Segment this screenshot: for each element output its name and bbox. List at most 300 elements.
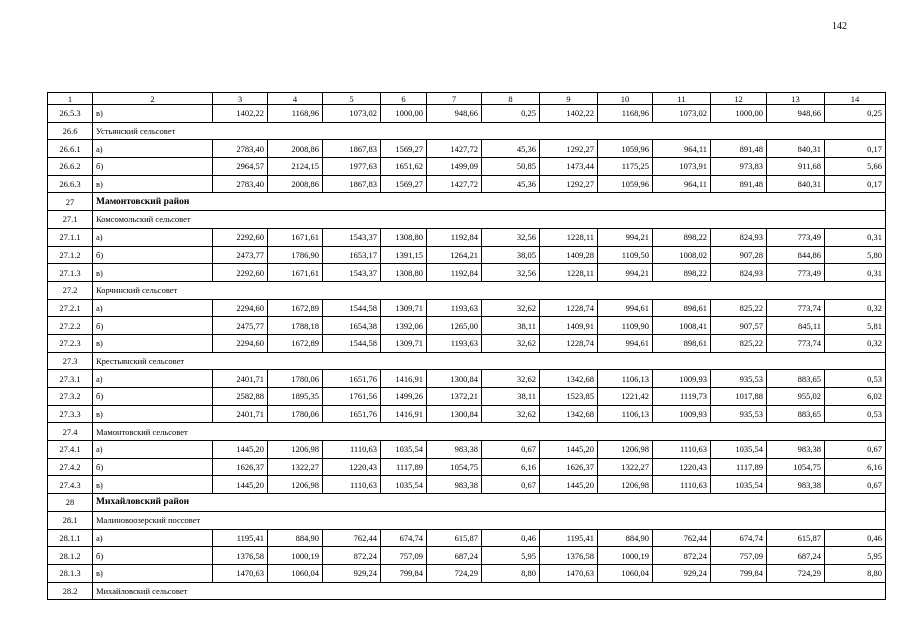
value-cell: 674,74 [711, 529, 767, 547]
value-cell: 1499,26 [381, 388, 427, 406]
row-id-cell: 27.3.3 [48, 405, 93, 423]
value-cell: 907,57 [711, 317, 767, 335]
variant-cell: б) [93, 458, 213, 476]
district-row [48, 193, 886, 211]
column-header: 12 [711, 93, 767, 105]
value-cell: 1060,04 [268, 564, 323, 582]
variant-cell: б) [93, 388, 213, 406]
value-cell: 1192,84 [427, 264, 482, 282]
value-cell: 898,22 [653, 228, 711, 246]
column-header: 6 [381, 93, 427, 105]
variant-cell: б) [93, 317, 213, 335]
value-cell: 0,53 [825, 370, 886, 388]
value-cell: 615,87 [767, 529, 825, 547]
value-cell: 1000,00 [381, 105, 427, 123]
value-cell: 1192,84 [427, 228, 482, 246]
value-cell: 824,93 [711, 228, 767, 246]
value-cell: 1544,58 [323, 334, 381, 352]
row-id-cell: 28.1.2 [48, 547, 93, 565]
value-cell: 2294,60 [213, 334, 268, 352]
value-cell: 799,84 [381, 564, 427, 582]
value-cell: 907,28 [711, 246, 767, 264]
district-row [48, 494, 886, 512]
value-cell: 45,36 [482, 175, 540, 193]
column-header: 2 [93, 93, 213, 105]
value-cell: 983,38 [767, 476, 825, 494]
section-row [48, 281, 886, 299]
value-cell: 2401,71 [213, 405, 268, 423]
value-cell: 1626,37 [213, 458, 268, 476]
value-cell: 1193,63 [427, 299, 482, 317]
value-cell: 1322,27 [268, 458, 323, 476]
value-cell: 1651,62 [381, 158, 427, 176]
value-cell: 1265,00 [427, 317, 482, 335]
value-cell: 6,16 [482, 458, 540, 476]
value-cell: 1626,37 [540, 458, 598, 476]
value-cell: 1059,96 [598, 175, 653, 193]
value-cell: 8,80 [825, 564, 886, 582]
variant-cell: б) [93, 547, 213, 565]
value-cell: 1168,96 [598, 105, 653, 123]
value-cell: 2964,57 [213, 158, 268, 176]
value-cell: 32,56 [482, 228, 540, 246]
variant-cell: в) [93, 105, 213, 123]
value-cell: 773,49 [767, 228, 825, 246]
value-cell: 1195,41 [540, 529, 598, 547]
value-cell: 955,02 [767, 388, 825, 406]
value-cell: 1523,85 [540, 388, 598, 406]
value-cell: 1073,91 [653, 158, 711, 176]
value-cell: 883,65 [767, 405, 825, 423]
value-cell: 757,09 [711, 547, 767, 565]
value-cell: 1416,91 [381, 370, 427, 388]
row-id-cell: 27.4 [48, 423, 93, 441]
table-row [48, 458, 886, 476]
value-cell: 1193,63 [427, 334, 482, 352]
value-cell: 1017,88 [711, 388, 767, 406]
value-cell: 0,17 [825, 175, 886, 193]
value-cell: 674,74 [381, 529, 427, 547]
value-cell: 1786,90 [268, 246, 323, 264]
row-id-cell: 27.3.1 [48, 370, 93, 388]
value-cell: 1221,42 [598, 388, 653, 406]
variant-cell: б) [93, 246, 213, 264]
value-cell: 1416,91 [381, 405, 427, 423]
variant-cell: а) [93, 140, 213, 158]
value-cell: 32,62 [482, 299, 540, 317]
value-cell: 884,90 [268, 529, 323, 547]
value-cell: 994,61 [598, 299, 653, 317]
row-id-cell: 28.1.3 [48, 564, 93, 582]
value-cell: 1035,54 [711, 476, 767, 494]
value-cell: 1009,93 [653, 405, 711, 423]
value-cell: 891,48 [711, 175, 767, 193]
value-cell: 0,32 [825, 334, 886, 352]
value-cell: 50,85 [482, 158, 540, 176]
value-cell: 898,61 [653, 334, 711, 352]
value-cell: 872,24 [323, 547, 381, 565]
value-cell: 825,22 [711, 334, 767, 352]
value-cell: 1445,20 [540, 441, 598, 459]
row-id-cell: 26.6 [48, 122, 93, 140]
value-cell: 1073,02 [653, 105, 711, 123]
value-cell: 5,95 [825, 547, 886, 565]
row-id-cell: 27.3 [48, 352, 93, 370]
table-row [48, 388, 886, 406]
value-cell: 1228,74 [540, 299, 598, 317]
value-cell: 1106,13 [598, 405, 653, 423]
column-header: 5 [323, 93, 381, 105]
value-cell: 32,56 [482, 264, 540, 282]
value-cell: 0,67 [482, 476, 540, 494]
row-id-cell: 27.2 [48, 281, 93, 299]
value-cell: 1228,11 [540, 228, 598, 246]
value-cell: 1059,96 [598, 140, 653, 158]
value-cell: 32,62 [482, 405, 540, 423]
value-cell: 898,22 [653, 264, 711, 282]
value-cell: 1470,63 [540, 564, 598, 582]
value-cell: 2294,60 [213, 299, 268, 317]
row-id-cell: 27.2.1 [48, 299, 93, 317]
value-cell: 883,65 [767, 370, 825, 388]
value-cell: 1895,35 [268, 388, 323, 406]
district-title: Михайловский район [93, 494, 886, 512]
value-cell: 2473,77 [213, 246, 268, 264]
variant-cell: в) [93, 564, 213, 582]
value-cell: 2783,40 [213, 140, 268, 158]
value-cell: 1671,61 [268, 264, 323, 282]
value-cell: 983,38 [427, 476, 482, 494]
value-cell: 1653,17 [323, 246, 381, 264]
value-cell: 0,32 [825, 299, 886, 317]
table-row [48, 158, 886, 176]
value-cell: 38,11 [482, 388, 540, 406]
row-id-cell: 27.1.3 [48, 264, 93, 282]
value-cell: 1445,20 [213, 476, 268, 494]
column-header: 11 [653, 93, 711, 105]
variant-cell: а) [93, 228, 213, 246]
value-cell: 844,86 [767, 246, 825, 264]
column-header: 8 [482, 93, 540, 105]
value-cell: 1109,50 [598, 246, 653, 264]
value-cell: 1308,80 [381, 228, 427, 246]
row-id-cell: 27.4.1 [48, 441, 93, 459]
value-cell: 1376,58 [213, 547, 268, 565]
row-id-cell: 27.4.3 [48, 476, 93, 494]
value-cell: 994,61 [598, 334, 653, 352]
value-cell: 994,21 [598, 228, 653, 246]
value-cell: 5,81 [825, 317, 886, 335]
page-number: 142 [832, 21, 847, 32]
value-cell: 799,84 [711, 564, 767, 582]
row-id-cell: 27.1 [48, 211, 93, 229]
section-title: Корчинский сельсовет [93, 281, 886, 299]
table-row [48, 547, 886, 565]
value-cell: 724,29 [427, 564, 482, 582]
column-header: 1 [48, 93, 93, 105]
row-id-cell: 27.4.2 [48, 458, 93, 476]
row-id-cell: 27.3.2 [48, 388, 93, 406]
value-cell: 32,62 [482, 334, 540, 352]
value-cell: 929,24 [653, 564, 711, 582]
value-cell: 1035,54 [381, 476, 427, 494]
variant-cell: в) [93, 476, 213, 494]
value-cell: 1392,06 [381, 317, 427, 335]
value-cell: 891,48 [711, 140, 767, 158]
value-cell: 1110,63 [323, 476, 381, 494]
value-cell: 1000,00 [711, 105, 767, 123]
value-cell: 1117,89 [711, 458, 767, 476]
value-cell: 1008,02 [653, 246, 711, 264]
variant-cell: в) [93, 264, 213, 282]
value-cell: 1391,15 [381, 246, 427, 264]
value-cell: 1309,71 [381, 299, 427, 317]
value-cell: 1035,54 [381, 441, 427, 459]
value-cell: 687,24 [767, 547, 825, 565]
row-id-cell: 26.6.3 [48, 175, 93, 193]
value-cell: 1168,96 [268, 105, 323, 123]
value-cell: 1195,41 [213, 529, 268, 547]
value-cell: 1788,18 [268, 317, 323, 335]
value-cell: 1110,63 [323, 441, 381, 459]
value-cell: 1376,58 [540, 547, 598, 565]
value-cell: 1073,02 [323, 105, 381, 123]
value-cell: 1543,37 [323, 228, 381, 246]
value-cell: 1499,09 [427, 158, 482, 176]
value-cell: 0,67 [825, 476, 886, 494]
column-header: 4 [268, 93, 323, 105]
table-row [48, 140, 886, 158]
value-cell: 994,21 [598, 264, 653, 282]
section-title: Михайловский сельсовет [93, 582, 886, 600]
value-cell: 1780,06 [268, 370, 323, 388]
value-cell: 32,62 [482, 370, 540, 388]
value-cell: 38,11 [482, 317, 540, 335]
value-cell: 6,02 [825, 388, 886, 406]
row-id-cell: 28 [48, 494, 93, 512]
variant-cell: в) [93, 334, 213, 352]
row-id-cell: 28.1.1 [48, 529, 93, 547]
value-cell: 1117,89 [381, 458, 427, 476]
value-cell: 1569,27 [381, 175, 427, 193]
value-cell: 773,49 [767, 264, 825, 282]
value-cell: 1060,04 [598, 564, 653, 582]
value-cell: 0,53 [825, 405, 886, 423]
value-cell: 757,09 [381, 547, 427, 565]
value-cell: 5,80 [825, 246, 886, 264]
value-cell: 1119,73 [653, 388, 711, 406]
table-row [48, 299, 886, 317]
value-cell: 0,25 [482, 105, 540, 123]
table-row [48, 228, 886, 246]
value-cell: 2292,60 [213, 228, 268, 246]
section-row [48, 423, 886, 441]
value-cell: 898,61 [653, 299, 711, 317]
table-row [48, 441, 886, 459]
value-cell: 6,16 [825, 458, 886, 476]
value-cell: 1672,89 [268, 334, 323, 352]
variant-cell: а) [93, 529, 213, 547]
value-cell: 1008,41 [653, 317, 711, 335]
value-cell: 964,11 [653, 175, 711, 193]
value-cell: 1977,63 [323, 158, 381, 176]
value-cell: 1300,84 [427, 405, 482, 423]
value-cell: 1308,80 [381, 264, 427, 282]
value-cell: 724,29 [767, 564, 825, 582]
value-cell: 1342,68 [540, 405, 598, 423]
value-cell: 1445,20 [213, 441, 268, 459]
column-header: 10 [598, 93, 653, 105]
tariff-table [47, 92, 886, 600]
section-title: Комсомольский сельсовет [93, 211, 886, 229]
table-row [48, 317, 886, 335]
value-cell: 2401,71 [213, 370, 268, 388]
value-cell: 1402,22 [213, 105, 268, 123]
value-cell: 38,05 [482, 246, 540, 264]
table-row [48, 264, 886, 282]
variant-cell: в) [93, 175, 213, 193]
value-cell: 1206,98 [598, 476, 653, 494]
value-cell: 840,31 [767, 175, 825, 193]
value-cell: 1761,56 [323, 388, 381, 406]
table-row [48, 405, 886, 423]
row-id-cell: 27.2.3 [48, 334, 93, 352]
table-row [48, 476, 886, 494]
value-cell: 762,44 [323, 529, 381, 547]
value-cell: 1228,11 [540, 264, 598, 282]
value-cell: 1342,68 [540, 370, 598, 388]
value-cell: 1009,93 [653, 370, 711, 388]
section-row [48, 352, 886, 370]
section-row [48, 211, 886, 229]
section-title: Крестьянский сельсовет [93, 352, 886, 370]
value-cell: 1054,75 [427, 458, 482, 476]
value-cell: 1206,98 [268, 476, 323, 494]
row-id-cell: 26.5.3 [48, 105, 93, 123]
column-header: 14 [825, 93, 886, 105]
value-cell: 5,66 [825, 158, 886, 176]
section-row [48, 582, 886, 600]
value-cell: 1309,71 [381, 334, 427, 352]
value-cell: 0,31 [825, 264, 886, 282]
value-cell: 2582,88 [213, 388, 268, 406]
value-cell: 1220,43 [653, 458, 711, 476]
row-id-cell: 26.6.1 [48, 140, 93, 158]
district-title: Мамонтовский район [93, 193, 886, 211]
table-row [48, 334, 886, 352]
value-cell: 935,53 [711, 405, 767, 423]
value-cell: 45,36 [482, 140, 540, 158]
value-cell: 1671,61 [268, 228, 323, 246]
row-id-cell: 28.1 [48, 511, 93, 529]
value-cell: 983,38 [767, 441, 825, 459]
row-id-cell: 27.2.2 [48, 317, 93, 335]
value-cell: 1651,76 [323, 370, 381, 388]
value-cell: 1110,63 [653, 441, 711, 459]
value-cell: 1292,27 [540, 175, 598, 193]
value-cell: 1543,37 [323, 264, 381, 282]
section-title: Малиновоозерский поссовет [93, 511, 886, 529]
value-cell: 2475,77 [213, 317, 268, 335]
value-cell: 872,24 [653, 547, 711, 565]
value-cell: 1220,43 [323, 458, 381, 476]
column-header: 7 [427, 93, 482, 105]
value-cell: 8,80 [482, 564, 540, 582]
value-cell: 1106,13 [598, 370, 653, 388]
section-title: Мамонтовский сельсовет [93, 423, 886, 441]
value-cell: 1175,25 [598, 158, 653, 176]
table-row [48, 529, 886, 547]
value-cell: 1322,27 [598, 458, 653, 476]
value-cell: 0,67 [482, 441, 540, 459]
variant-cell: в) [93, 405, 213, 423]
section-row [48, 122, 886, 140]
value-cell: 615,87 [427, 529, 482, 547]
value-cell: 2008,86 [268, 140, 323, 158]
value-cell: 1300,84 [427, 370, 482, 388]
value-cell: 1780,06 [268, 405, 323, 423]
value-cell: 1445,20 [540, 476, 598, 494]
value-cell: 1867,83 [323, 175, 381, 193]
table-row [48, 564, 886, 582]
value-cell: 1000,19 [268, 547, 323, 565]
value-cell: 964,11 [653, 140, 711, 158]
value-cell: 2292,60 [213, 264, 268, 282]
value-cell: 1409,91 [540, 317, 598, 335]
value-cell: 1409,28 [540, 246, 598, 264]
row-id-cell: 27 [48, 193, 93, 211]
value-cell: 1206,98 [598, 441, 653, 459]
value-cell: 2783,40 [213, 175, 268, 193]
row-id-cell: 27.1.2 [48, 246, 93, 264]
value-cell: 1000,19 [598, 547, 653, 565]
value-cell: 0,67 [825, 441, 886, 459]
table-row [48, 246, 886, 264]
value-cell: 773,74 [767, 334, 825, 352]
value-cell: 1054,75 [767, 458, 825, 476]
row-id-cell: 27.1.1 [48, 228, 93, 246]
value-cell: 911,68 [767, 158, 825, 176]
value-cell: 1035,54 [711, 441, 767, 459]
value-cell: 1651,76 [323, 405, 381, 423]
table-row [48, 175, 886, 193]
value-cell: 1228,74 [540, 334, 598, 352]
value-cell: 884,90 [598, 529, 653, 547]
value-cell: 983,38 [427, 441, 482, 459]
value-cell: 929,24 [323, 564, 381, 582]
value-cell: 1109,90 [598, 317, 653, 335]
value-cell: 973,83 [711, 158, 767, 176]
value-cell: 1402,22 [540, 105, 598, 123]
value-cell: 687,24 [427, 547, 482, 565]
variant-cell: а) [93, 441, 213, 459]
section-title: Устьянский сельсовет [93, 122, 886, 140]
value-cell: 0,17 [825, 140, 886, 158]
value-cell: 1292,27 [540, 140, 598, 158]
value-cell: 1473,44 [540, 158, 598, 176]
value-cell: 0,31 [825, 228, 886, 246]
value-cell: 825,22 [711, 299, 767, 317]
value-cell: 840,31 [767, 140, 825, 158]
value-cell: 824,93 [711, 264, 767, 282]
value-cell: 1544,58 [323, 299, 381, 317]
value-cell: 773,74 [767, 299, 825, 317]
section-row [48, 511, 886, 529]
value-cell: 935,53 [711, 370, 767, 388]
value-cell: 1110,63 [653, 476, 711, 494]
variant-cell: а) [93, 299, 213, 317]
value-cell: 1206,98 [268, 441, 323, 459]
